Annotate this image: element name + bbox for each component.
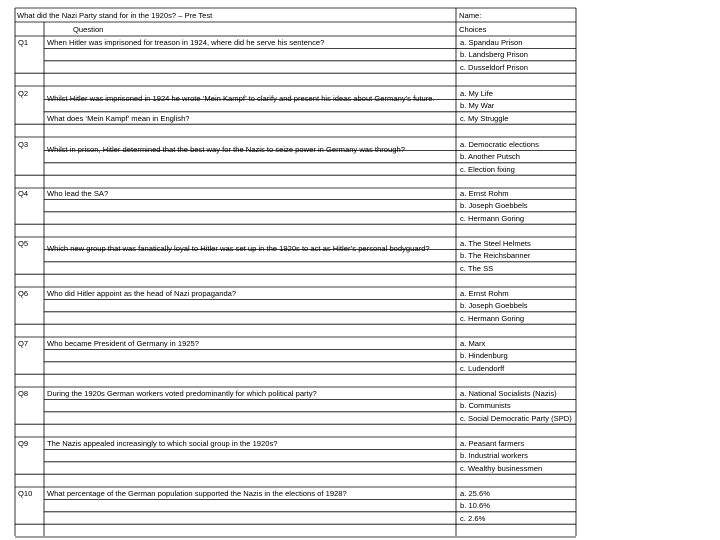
question-number: Q3 bbox=[18, 140, 29, 149]
choice-option: b. The Reichsbanner bbox=[460, 251, 531, 261]
choice-option: b. Communists bbox=[460, 401, 511, 411]
choice-option: c. The SS bbox=[460, 263, 494, 273]
choice-option: c. Hermann Goring bbox=[460, 213, 525, 223]
question-number: Q4 bbox=[18, 189, 29, 198]
choice-option: c. Social Democratic Party (SPD) bbox=[460, 413, 572, 423]
choice-option: a. Ernst Rohm bbox=[460, 289, 509, 298]
worksheet-title: What did the Nazi Party stand for in the 1920s? – Pre Test bbox=[17, 11, 213, 20]
choice-option: b. Industrial workers bbox=[460, 451, 528, 461]
question-number: Q8 bbox=[18, 389, 29, 398]
choice-option: c. Dusseldorf Prison bbox=[460, 62, 528, 72]
question-text: What percentage of the German population supported the Nazis in the elections of 1928? bbox=[47, 489, 347, 498]
question-number: Q10 bbox=[18, 489, 33, 498]
choice-option: b. Landsberg Prison bbox=[460, 50, 528, 60]
choice-option: a. Spandau Prison bbox=[460, 38, 523, 47]
question-text: Whilst in prison, Hitler determined that the best way for the Nazis to seize power in Germany was through? bbox=[47, 145, 405, 154]
choice-option: a. Peasant farmers bbox=[460, 439, 525, 448]
question-number: Q1 bbox=[18, 38, 29, 47]
question-number: Q6 bbox=[18, 289, 29, 298]
choice-option: c. Wealthy businessmen bbox=[460, 463, 543, 473]
choice-option: a. The Steel Helmets bbox=[460, 239, 531, 248]
question-text: Who lead the SA? bbox=[47, 189, 109, 198]
question-number: Q9 bbox=[18, 439, 29, 448]
question-text: Which new group that was fanatically loyal to Hitler was set up in the 1920s to act as Hitler’s personal bodyguard? bbox=[47, 244, 430, 253]
choice-option: c. Election fixing bbox=[460, 164, 515, 174]
choice-option: a. Democratic elections bbox=[460, 140, 539, 149]
choice-option: c. My Struggle bbox=[460, 113, 509, 123]
choice-option: c. Hermann Goring bbox=[460, 313, 525, 323]
question-text: During the 1920s German workers voted predominantly for which political party? bbox=[47, 389, 317, 398]
question-text: When Hitler was imprisoned for treason in 1924, where did he serve his sentence? bbox=[47, 38, 325, 47]
choice-option: c. Ludendorff bbox=[460, 363, 505, 373]
choice-option: b. Joseph Goebbels bbox=[460, 301, 528, 311]
choice-option: b. Joseph Goebbels bbox=[460, 201, 528, 211]
question-column-header: Question bbox=[73, 25, 104, 34]
question-text: Who did Hitler appoint as the head of Nazi propaganda? bbox=[47, 289, 237, 298]
choice-option: a. Marx bbox=[460, 339, 486, 348]
choices-column-header: Choices bbox=[459, 25, 487, 34]
choice-option: a. My Life bbox=[460, 89, 493, 98]
question-text: Who became President of Germany in 1925? bbox=[47, 339, 199, 348]
question-number: Q7 bbox=[18, 339, 29, 348]
choice-option: a. 25.6% bbox=[460, 489, 490, 498]
choice-option: b. 10.6% bbox=[460, 501, 490, 511]
question-number: Q5 bbox=[18, 239, 29, 248]
choice-option: b. Another Putsch bbox=[460, 152, 520, 162]
name-label: Name: bbox=[459, 11, 482, 20]
question-text: The Nazis appealed increasingly to which social group in the 1920s? bbox=[47, 439, 278, 448]
choice-option: a. National Socialists (Nazis) bbox=[460, 389, 557, 398]
choice-option: c. 2.6% bbox=[460, 513, 486, 523]
choice-option: b. Hindenburg bbox=[460, 351, 508, 361]
choice-option: a. Ernst Rohm bbox=[460, 189, 509, 198]
choice-option: b. My War bbox=[460, 101, 495, 111]
question-text: Whilst Hitler was imprisoned in 1924 he wrote ‘Mein Kampf’ to clarify and present his ideas about Germany’s future. What does ‘Mein Kampf’ mean in English? bbox=[47, 94, 435, 123]
question-number: Q2 bbox=[18, 89, 29, 98]
